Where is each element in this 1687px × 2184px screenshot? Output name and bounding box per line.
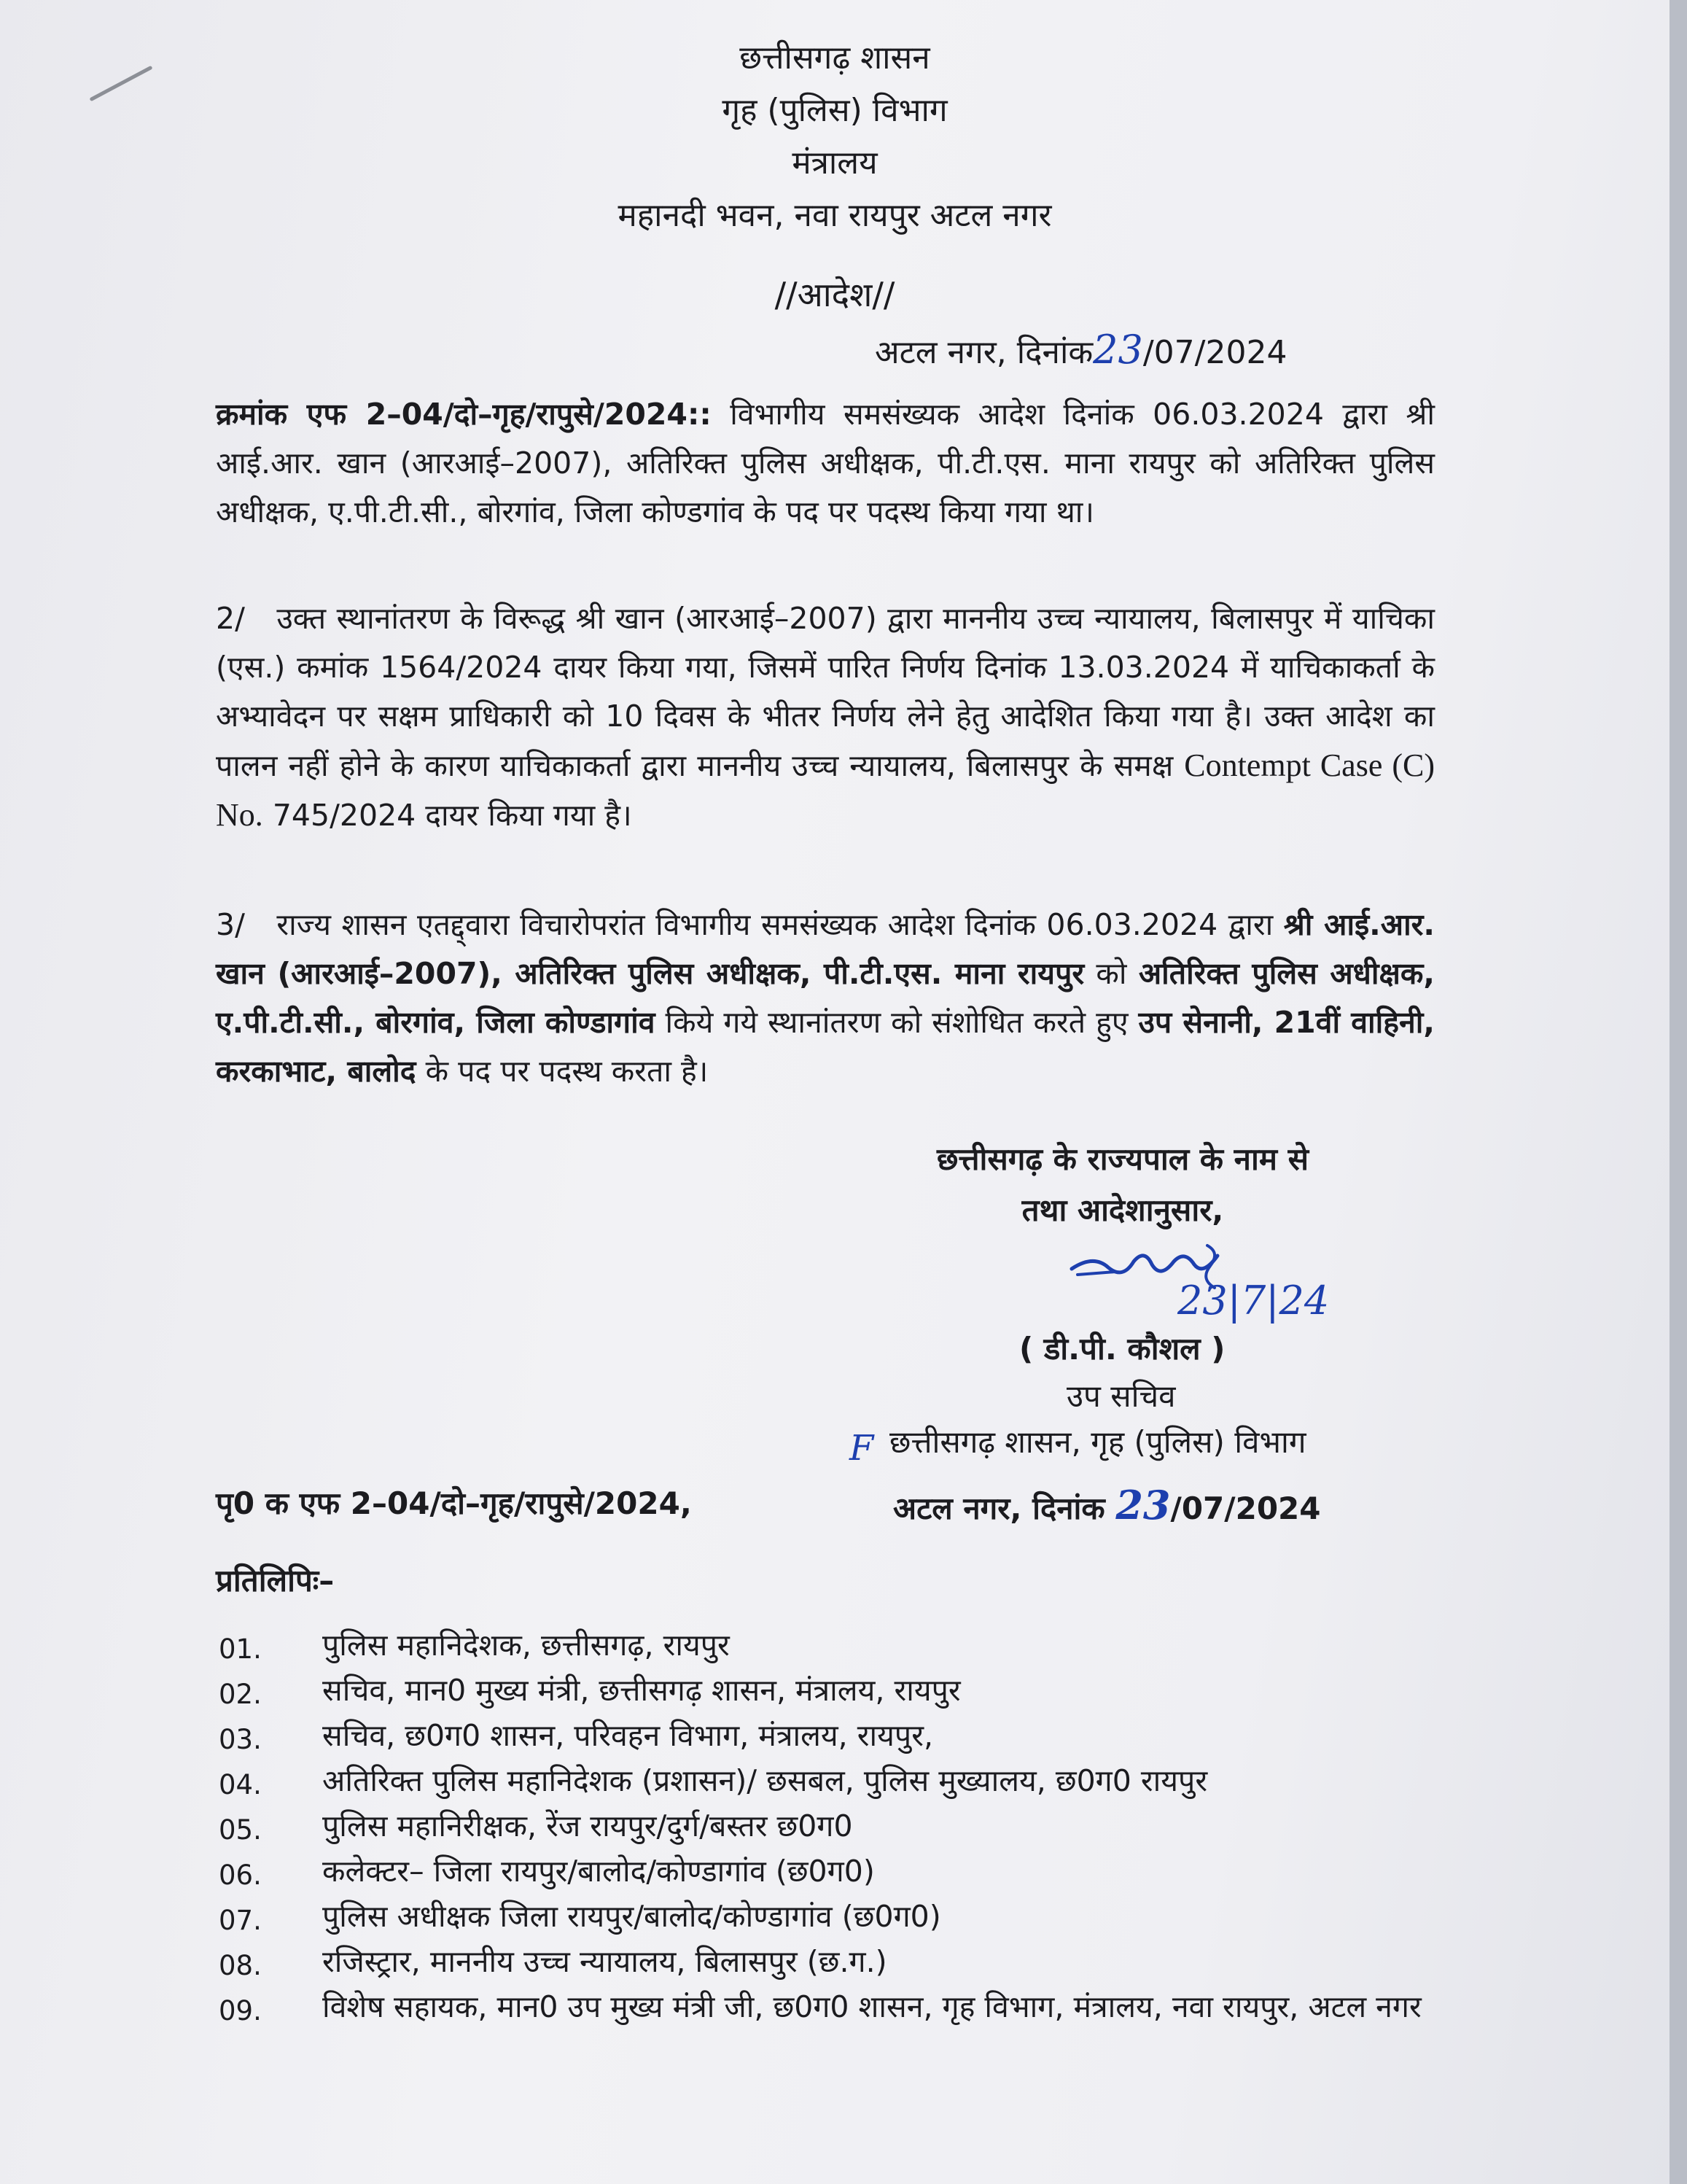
paragraph-3-middle: किये गये स्थानांतरण को संशोधित करते हुए [665,1005,1129,1040]
list-item-number: 04. [219,1769,262,1800]
signatory-name: ( डी.पी. कौशल ) [1019,1331,1226,1367]
list-item-text: पुलिस अधीक्षक जिला रायपुर/बालोद/कोण्डागांव (छ0ग0) [322,1899,941,1934]
letterhead-ministry: मंत्रालय [792,144,878,182]
order-reference: क्रमांक एफ 2–04/दो–गृह/रापुसे/2024:: [216,397,712,432]
page-edge-shadow [1670,0,1687,2184]
list-item-number: 01. [219,1633,262,1665]
list-item [216,1939,1455,1984]
list-item-number: 07. [219,1905,262,1936]
list-item-text: सचिव, छ0ग0 शासन, परिवहन विभाग, मंत्रालय, रायपुर, [322,1718,933,1753]
paragraph-1-text: विभागीय समसंख्यक आदेश दिनांक 06.03.2024 द्वारा श्री आई.आर. खान (आरआई–2007), अतिरिक्त पुलिस अधीक्षक, पी.टी.एस. माना रायपुर को अतिरिक्त पुलिस अधीक्षक, ए.पी.टी.सी., बोरगांव, जिला कोण्डगांव के पद पर पदस्थ किया गया था। [216,397,1435,529]
letterhead-government: छत्तीसगढ़ शासन [739,39,930,77]
order-date-handwritten-day: 23 [1093,327,1143,373]
new-posting: उप सेनानी, 21वीं वाहिनी, करकाभाट, बालोद [216,1005,1435,1089]
list-item-number: 08. [219,1950,262,1981]
list-item-text: कलेक्टर– जिला रायपुर/बालोद/कोण्डागांव (छ0ग0) [322,1854,875,1889]
paragraph-2-text: उक्त स्थानांतरण के विरूद्ध श्री खान (आरआई–2007) द्वारा माननीय उच्च न्यायालय, बिलासपुर में याचिका (एस.) कमांक 1564/2024 दायर किया गया, जिसमें पारित निर्णय दिनांक 13.03.2024 में याचिकाकर्ता के अभ्यावेदन पर सक्षम प्राधिकारी को 10 दिवस के भीतर निर्णय लेने हेतु आदेशित किया गया है। उक्त आदेश का पालन नहीं होने के कारण याचिकाकर्ता द्वारा माननीय उच्च न्यायालय, बिलासपुर के समक्ष [216,601,1435,783]
endorsement-date-prefix: अटल नगर, दिनांक [893,1491,1105,1526]
list-item [216,1849,1455,1894]
list-item [216,1758,1455,1803]
paragraph-3-number: 3/ [216,907,245,942]
letterhead-department: गृह (पुलिस) विभाग [722,92,948,129]
signatory-department: छत्तीसगढ़ शासन, गृह (पुलिस) विभाग [889,1424,1306,1460]
endorsement-reference: पृ0 क एफ 2–04/दो–गृह/रापुसे/2024, [216,1485,692,1521]
authority-line-1: छत्तीसगढ़ के राज्यपाल के नाम से [937,1141,1309,1177]
list-item-number: 09. [219,1995,262,2026]
contempt-case-label: Contempt Case (C) No. [216,747,1435,833]
paragraph-3-connector: को [1096,956,1127,991]
signatory-designation: उप सचिव [1067,1378,1176,1414]
copy-to-list [216,1623,1455,2029]
list-item-text: पुलिस महानिरीक्षक, रेंज रायपुर/दुर्ग/बस्तर छ0ग0 [322,1808,853,1843]
order-date-suffix: /07/2024 [1142,334,1287,371]
list-item-text: रजिस्ट्रार, माननीय उच्च न्यायालय, बिलासपुर (छ.ग.) [322,1944,887,1979]
order-date [875,327,1287,373]
order-title: //आदेश// [774,275,895,314]
paragraph-3-tail: के पद पर पदस्थ करता है। [425,1054,709,1089]
authority-line-2: तथा आदेशानुसार, [1021,1192,1224,1228]
stamp-mark: F [849,1428,874,1469]
paragraph-1 [216,390,1435,537]
list-item-number: 06. [219,1859,262,1891]
list-item-number: 05. [219,1814,262,1846]
list-item-text: सचिव, मान0 मुख्य मंत्री, छत्तीसगढ़ शासन, मंत्रालय, रायपुर [322,1673,961,1708]
signature-date: 23|7|24 [1177,1278,1330,1324]
paragraph-3 [216,901,1435,1096]
paragraph-2 [216,594,1435,840]
list-item-number: 02. [219,1679,262,1710]
paragraph-2-number: 2/ [216,601,245,636]
list-item-text: विशेष सहायक, मान0 उप मुख्य मंत्री जी, छ0ग0 शासन, गृह विभाग, मंत्रालय, नवा रायपुर, अटल नगर [322,1989,1422,2024]
previous-posting: अतिरिक्त पुलिस अधीक्षक, ए.पी.टी.सी., बोरगांव, जिला कोण्डागांव [216,956,1435,1040]
list-item [216,1713,1455,1758]
copy-to-title: प्रतिलिपिः– [216,1563,335,1598]
order-date-prefix: अटल नगर, दिनांक [875,334,1094,371]
list-item-number: 03. [219,1724,262,1755]
governor-authority [860,1136,1385,1234]
endorsement-date-suffix: /07/2024 [1170,1491,1321,1526]
list-item [216,1984,1455,2029]
officer-name: श्री आई.आर. खान (आरआई–2007), अतिरिक्त पुलिस अधीक्षक, पी.टी.एस. माना रायपुर [216,907,1435,991]
list-item [216,1894,1455,1939]
list-item [216,1623,1455,1668]
letterhead [0,36,1670,238]
endorsement-handwritten-day: 23 [1115,1482,1171,1528]
letterhead-address: महानदी भवन, नवा रायपुर अटल नगर [617,197,1052,234]
list-item-text: पुलिस महानिदेशक, छत्तीसगढ़, रायपुर [322,1628,730,1663]
endorsement-date [893,1482,1321,1528]
paragraph-3-intro: राज्य शासन एतद्द्वारा विचारोपरांत विभागीय समसंख्यक आदेश दिनांक 06.03.2024 द्वारा [276,907,1274,942]
list-item [216,1803,1455,1849]
list-item [216,1668,1455,1713]
list-item-text: अतिरिक्त पुलिस महानिदेशक (प्रशासन)/ छसबल, पुलिस मुख्यालय, छ0ग0 रायपुर [322,1763,1208,1798]
paragraph-2-tail: 745/2024 दायर किया गया है। [272,798,632,833]
